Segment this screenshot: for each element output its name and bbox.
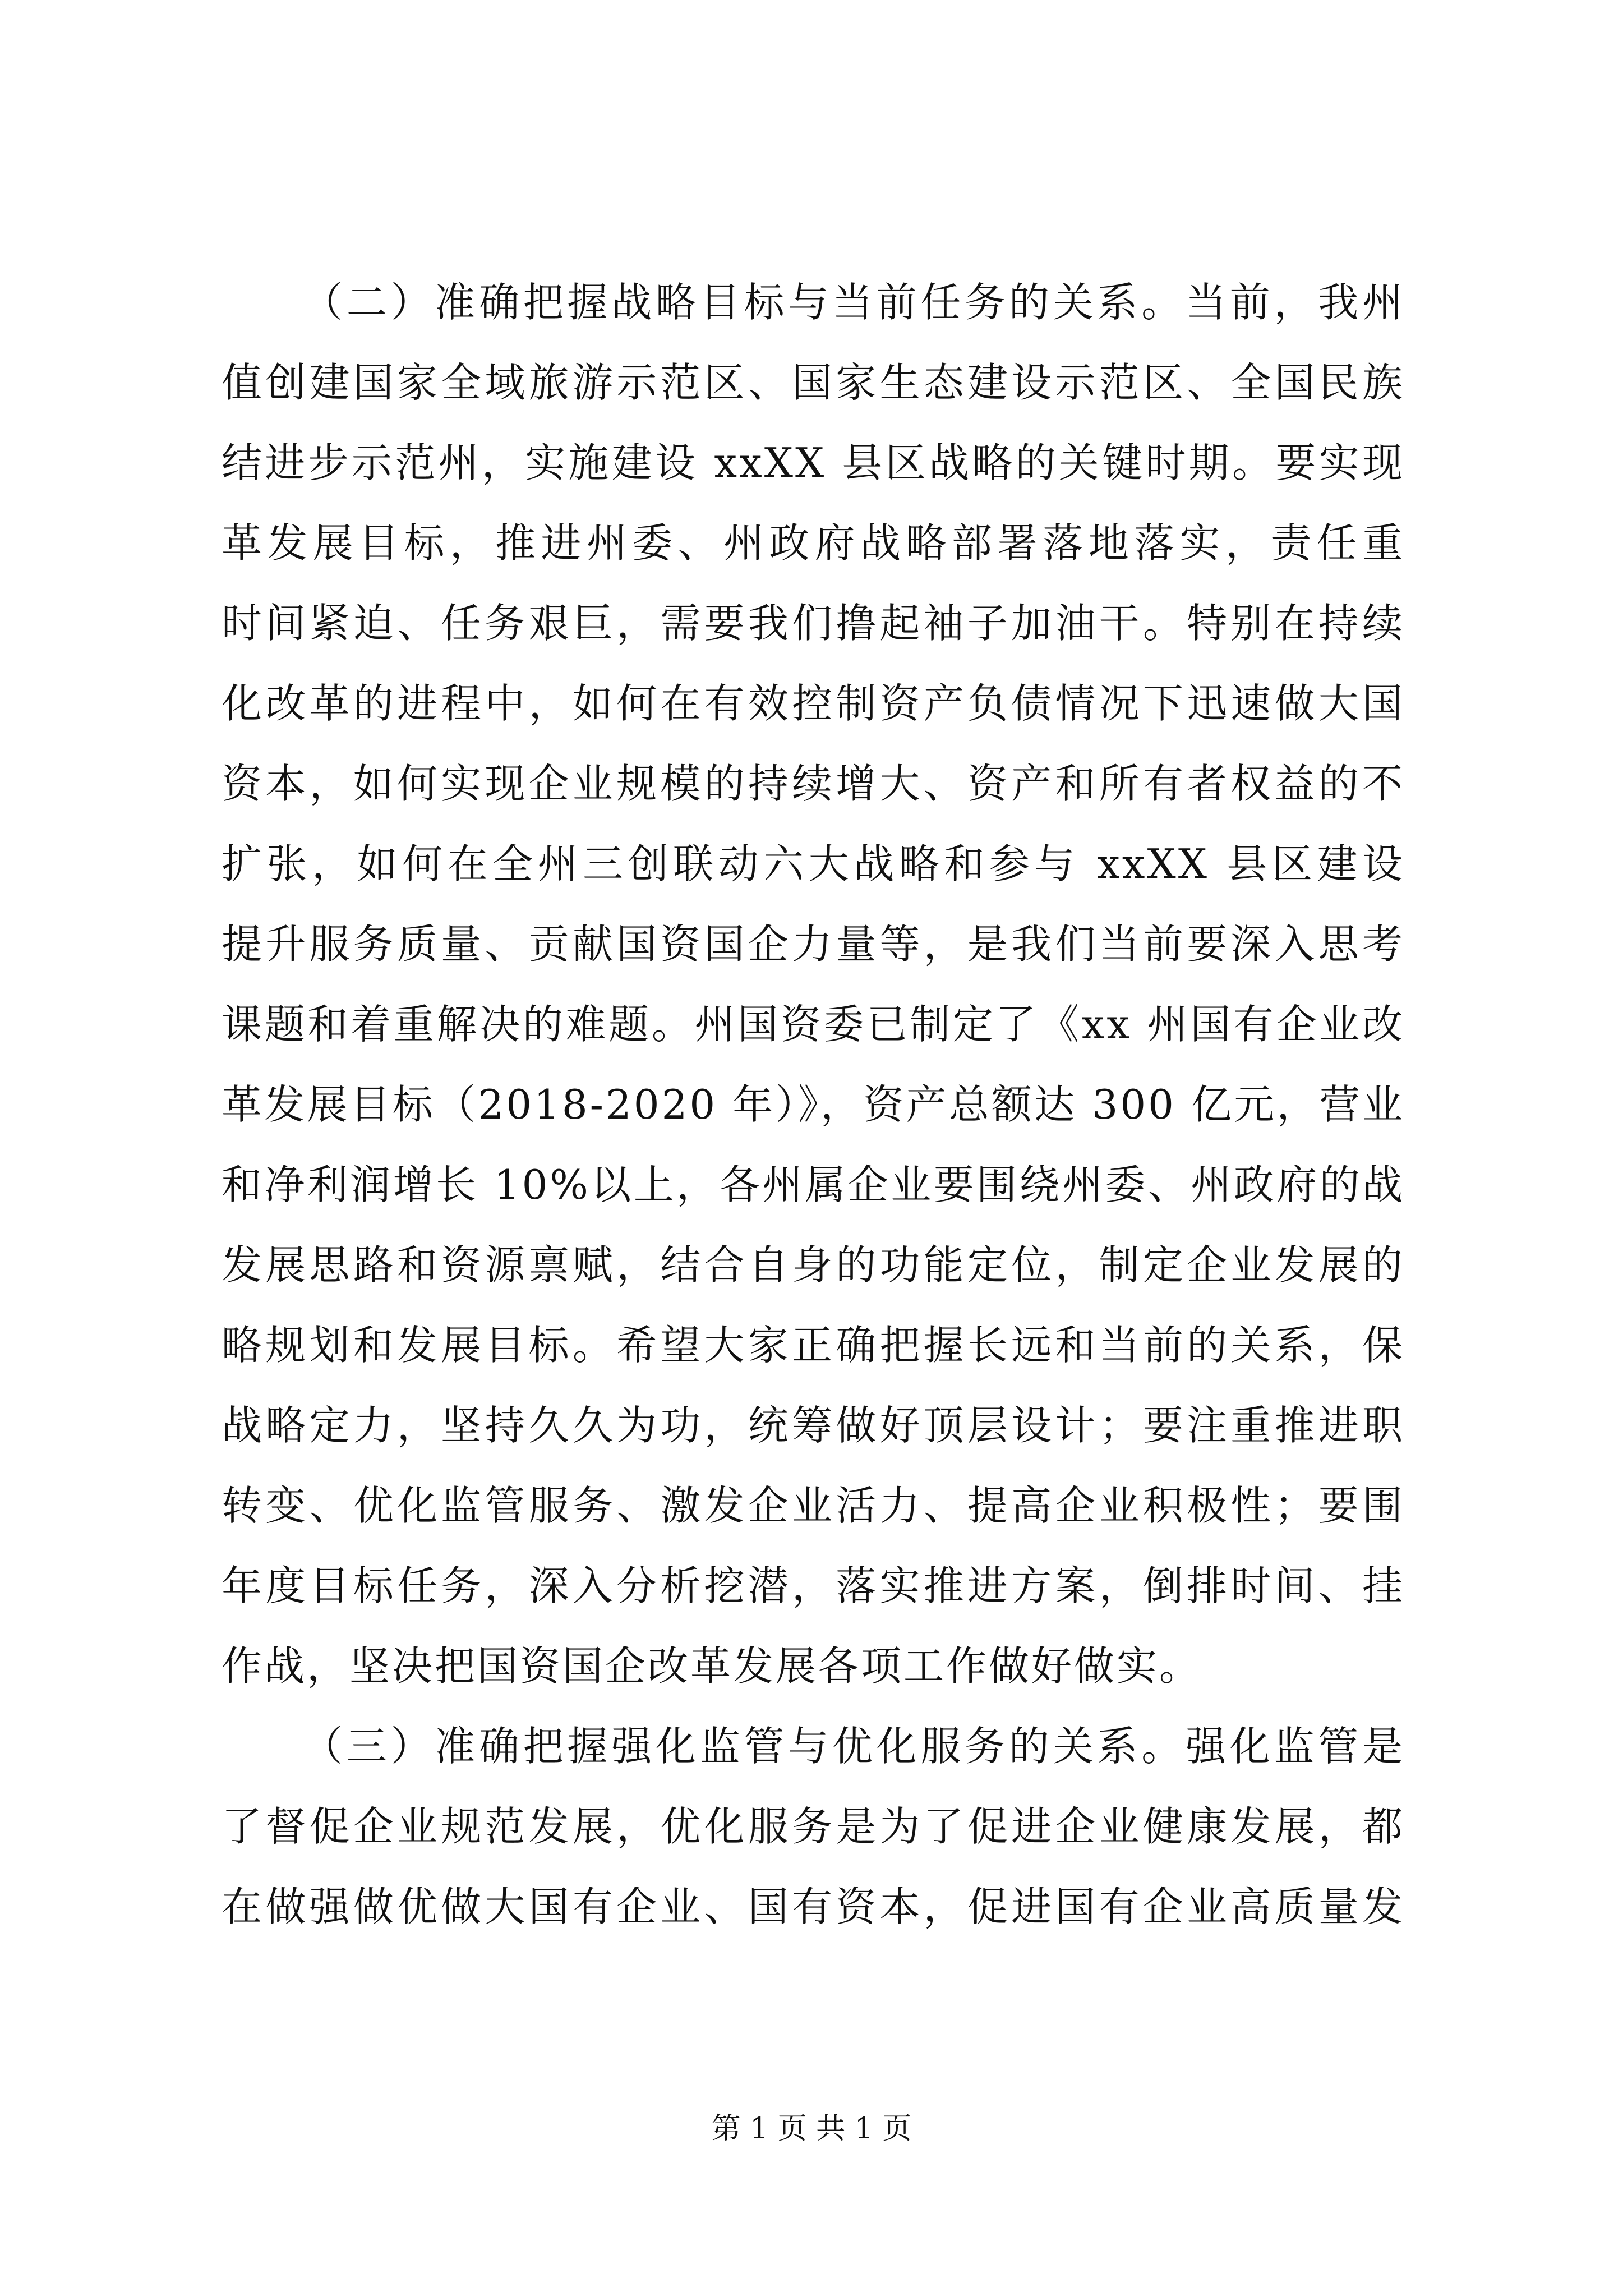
page-number-footer: 第 1 页 共 1 页 [711, 2112, 912, 2146]
paragraph-strategic-goals [222, 263, 1405, 1706]
text-line: （二）准确把握战略目标与当前任务的关系。当前，我州 [302, 279, 1405, 326]
text-line: 革发展目标，推进州委、州政府战略部署落地落实，责任重 [222, 519, 1405, 567]
text-line: 了督促企业规范发展，优化服务是为了促进企业健康发展，都 [222, 1803, 1405, 1850]
text-line: 时间紧迫、任务艰巨，需要我们撸起袖子加油干。特别在持续 [222, 600, 1405, 647]
text-line: 资本，如何实现企业规模的持续增大、资产和所有者权益的不 [222, 760, 1405, 807]
text-line: 化改革的进程中，如何在有效控制资产负债情况下迅速做大国 [222, 680, 1405, 727]
text-line-last: 作战，坚决把国资国企改革发展各项工作做好做实。 [222, 1642, 1202, 1690]
text-line: 和净利润增长 10%以上，各州属企业要围绕州委、州政府的战 [222, 1161, 1405, 1208]
text-line: （三）准确把握强化监管与优化服务的关系。强化监管是 [302, 1723, 1405, 1770]
text-line: 转变、优化监管服务、激发企业活力、提高企业积极性；要围 [222, 1482, 1405, 1529]
text-line: 略规划和发展目标。希望大家正确把握长远和当前的关系，保 [222, 1322, 1405, 1369]
paragraph-supervision-service [222, 1706, 1405, 1947]
text-line: 战略定力，坚持久久为功，统筹做好顶层设计；要注重推进职 [222, 1402, 1405, 1449]
text-line: 发展思路和资源禀赋，结合自身的功能定位，制定企业发展的 [222, 1241, 1405, 1289]
text-line: 年度目标任务，深入分析挖潜，落实推进方案，倒排时间、挂 [222, 1562, 1405, 1609]
text-line: 结进步示范州，实施建设 xxXX 县区战略的关键时期。要实现 [222, 439, 1405, 486]
text-line: 课题和着重解决的难题。州国资委已制定了《xx 州国有企业改 [222, 1001, 1405, 1048]
text-line: 在做强做优做大国有企业、国有资本，促进国有企业高质量发 [222, 1883, 1405, 1930]
text-line: 革发展目标（2018-2020 年）》，资产总额达 300 亿元，营业 [222, 1081, 1405, 1128]
text-line: 提升服务质量、贡献国资国企力量等，是我们当前要深入思考 [222, 921, 1405, 968]
text-line: 值创建国家全域旅游示范区、国家生态建设示范区、全国民族 [222, 359, 1405, 406]
text-line: 扩张，如何在全州三创联动六大战略和参与 xxXX 县区建设 [222, 840, 1405, 887]
document-body [222, 263, 1405, 1947]
